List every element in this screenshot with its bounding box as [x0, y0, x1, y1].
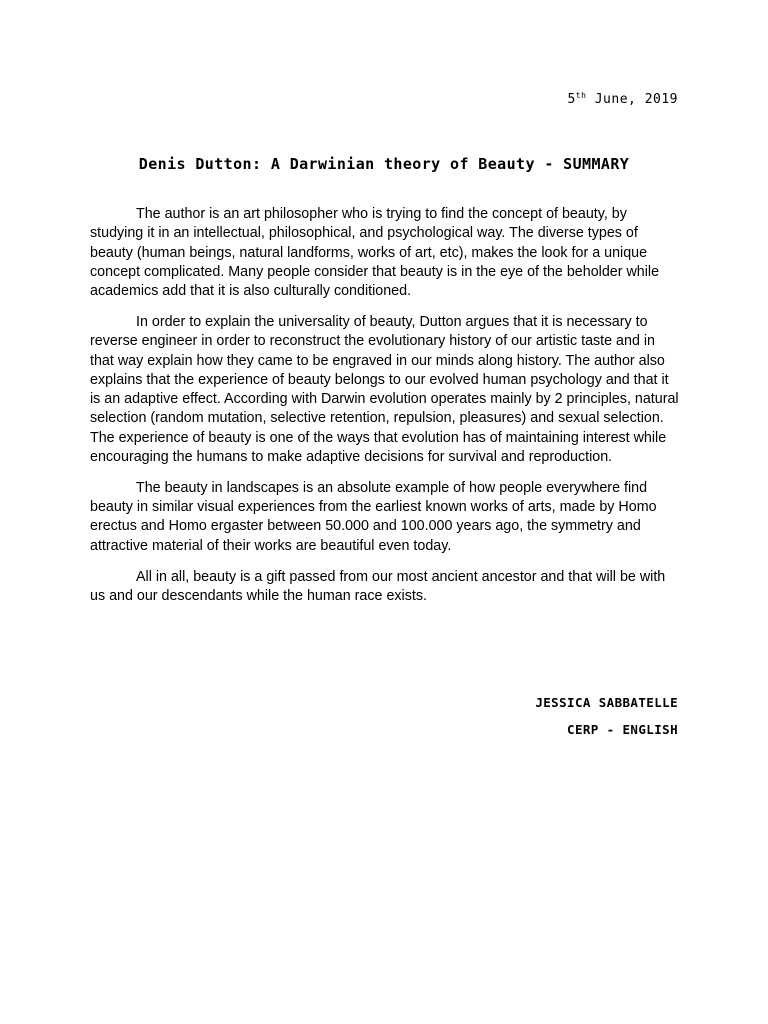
body-paragraph: In order to explain the universality of beauty, Dutton argues that it is necessary to reverse engineer in order to reconstruct the evolutionary history of our artistic taste and in that way explain how they came to be engraved in our minds along history. The author also explains that the experience of beauty belongs to our evolved human psychology and that it is an adaptive effect. According with Darwin evolution operates mainly by 2 principles, natural selection (random mutation, selective retention, repulsion, pleasures) and sexual selection. The experience of beauty is one of the ways that evolution has of maintaining interest while encouraging the humans to make adaptive decisions for survival and reproduction. — [90, 313, 679, 466]
date-ordinal-suffix: th — [575, 91, 587, 100]
body-paragraph: The author is an art philosopher who is trying to find the concept of beauty, by studying it in an intellectual, philosophical, and psychological way. The diverse types of beauty (human beings, natural landforms, works of art, etc), makes the look for a unique concept complicated. Many people consider that beauty is in the eye of the beholder while academics add that it is also culturally conditioned. — [90, 206, 660, 300]
date-month-year: June, 2019 — [586, 92, 678, 107]
signature-name: JESSICA SABBATELLE — [535, 695, 678, 710]
signature-organization: CERP - ENGLISH — [567, 722, 678, 737]
date-day: 5 — [567, 92, 576, 107]
document-body — [90, 205, 680, 618]
document-date — [567, 92, 678, 107]
body-paragraph: All in all, beauty is a gift passed from our most ancient ancestor and that will be with us and our descendants while the human race exists. — [90, 568, 666, 604]
body-paragraph: The beauty in landscapes is an absolute example of how people everywhere find beauty in similar visual experiences from the earliest known works of arts, made by Homo erectus and Homo ergaster between 50.000 and 100.000 years ago, the symmetry and attractive material of their works are beautiful even today. — [90, 479, 657, 554]
document-title: Denis Dutton: A Darwinian theory of Beauty - SUMMARY — [138, 155, 630, 173]
